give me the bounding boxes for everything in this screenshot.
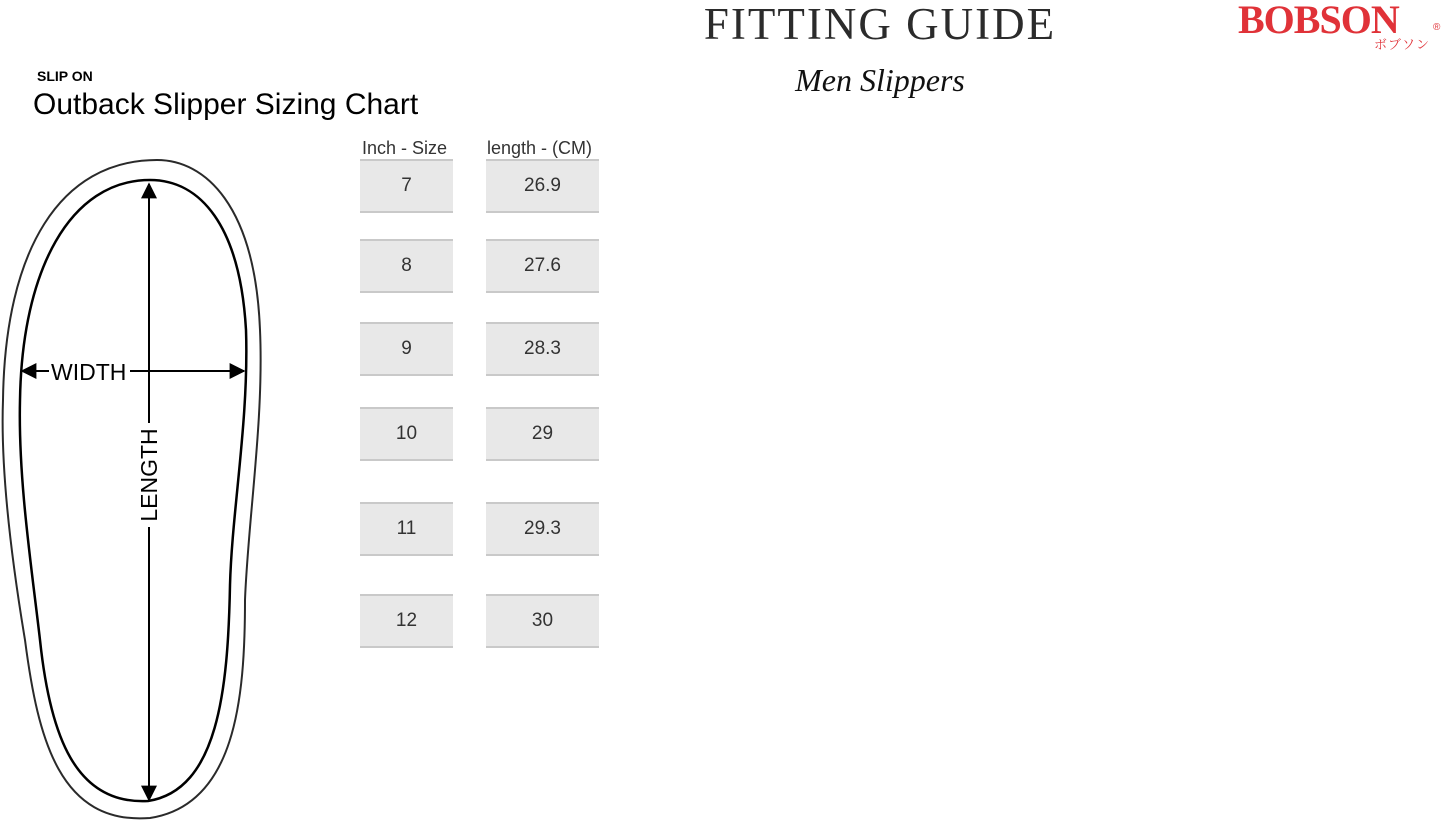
registered-mark: ® <box>1433 22 1441 33</box>
length-cell: 29.3 <box>486 502 599 556</box>
size-cell: 10 <box>360 407 453 461</box>
page-subtitle: Men Slippers <box>795 62 965 98</box>
length-cell: 27.6 <box>486 239 599 293</box>
column-header-length: length - (CM) <box>487 138 593 158</box>
size-cell: 8 <box>360 239 453 293</box>
size-cell: 9 <box>360 322 453 376</box>
brand-katakana: ボブソン <box>1374 38 1431 53</box>
product-category: SLIP ON <box>37 68 93 84</box>
size-cell: 7 <box>360 159 453 213</box>
length-cell: 29 <box>486 407 599 461</box>
page-title: FITTING GUIDE <box>703 0 1057 49</box>
column-header-size: Inch - Size <box>362 138 448 158</box>
length-cell: 26.9 <box>486 159 599 213</box>
length-label: LENGTH <box>136 428 162 522</box>
width-label: WIDTH <box>51 359 127 385</box>
brand-logo <box>1236 0 1445 55</box>
chart-title: Outback Slipper Sizing Chart <box>33 88 419 121</box>
length-cell: 30 <box>486 594 599 648</box>
sole-outer-outline <box>3 160 261 818</box>
slipper-outline-diagram <box>0 155 270 824</box>
length-cell: 28.3 <box>486 322 599 376</box>
size-cell: 11 <box>360 502 453 556</box>
brand-name: BOBSON <box>1238 0 1399 42</box>
sole-inner-outline <box>20 180 247 801</box>
size-cell: 12 <box>360 594 453 648</box>
